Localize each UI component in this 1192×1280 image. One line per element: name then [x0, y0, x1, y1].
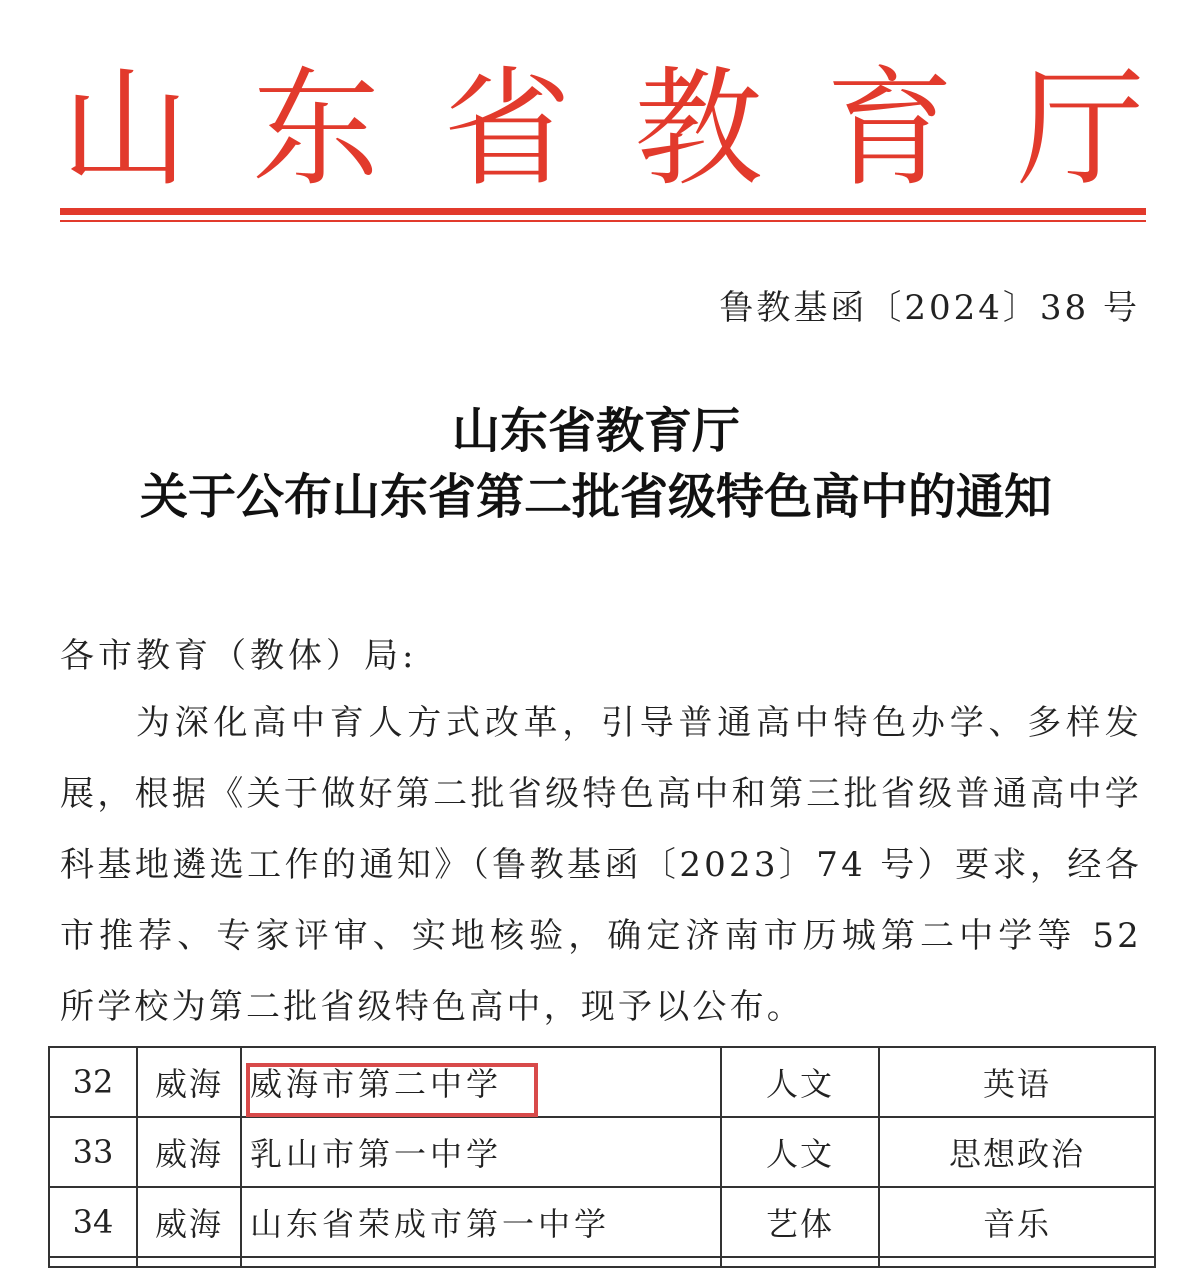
row-type: 艺体	[721, 1187, 879, 1257]
masthead-char: 教	[634, 55, 763, 204]
table-row	[49, 1117, 1155, 1187]
row-school: 乳山市第一中学	[241, 1117, 721, 1187]
row-subject: 英语	[879, 1047, 1155, 1117]
masthead-rule-thick	[60, 208, 1146, 215]
row-type: 人文	[721, 1117, 879, 1187]
document-number: 鲁教基函〔2024〕38 号	[719, 288, 1140, 328]
masthead-char: 育	[825, 55, 954, 204]
school-name: 威海市第二中学	[250, 1065, 503, 1103]
row-cell-empty	[721, 1257, 879, 1267]
title-line-1: 山东省教育厅	[451, 403, 740, 459]
row-cell-empty	[241, 1257, 721, 1267]
masthead-char: 山	[60, 55, 189, 204]
row-cell-empty	[49, 1257, 137, 1267]
masthead-char: 省	[443, 55, 572, 204]
table-row	[49, 1187, 1155, 1257]
row-subject: 音乐	[879, 1187, 1155, 1257]
row-number: 32	[49, 1047, 137, 1117]
table-row	[49, 1047, 1155, 1117]
row-cell-empty	[879, 1257, 1155, 1267]
masthead	[60, 55, 1146, 204]
row-number: 34	[49, 1187, 137, 1257]
row-school: 山东省荣成市第一中学	[241, 1187, 721, 1257]
row-city: 威海	[137, 1047, 241, 1117]
row-cell-empty	[137, 1257, 241, 1267]
school-table	[48, 1046, 1156, 1268]
row-type: 人文	[721, 1047, 879, 1117]
table-row-partial	[49, 1257, 1155, 1267]
row-number: 33	[49, 1117, 137, 1187]
masthead-char: 厅	[1016, 55, 1145, 204]
body-paragraph: 为深化高中育人方式改革，引导普通高中特色办学、多样发展，根据《关于做好第二批省级特色高中和第三批省级普通高中学科基地遴选工作的通知》（鲁教基函〔2023〕74 号）要求，经各市推荐、专家评审、实地核验，确定济南市历城第二中学等 52 所学校为第二批省级特色高中，现予以公布。	[60, 703, 1142, 1027]
row-subject: 思想政治	[879, 1117, 1155, 1187]
addressee: 各市教育（教体）局:	[60, 636, 418, 676]
masthead-rule-thin	[60, 220, 1146, 222]
school-cell	[250, 1059, 720, 1105]
row-city: 威海	[137, 1117, 241, 1187]
row-city: 威海	[137, 1187, 241, 1257]
document-title	[0, 398, 1192, 530]
masthead-char: 东	[252, 55, 381, 204]
row-school	[241, 1047, 721, 1117]
title-line-2: 关于公布山东省第二批省级特色高中的通知	[139, 469, 1052, 525]
